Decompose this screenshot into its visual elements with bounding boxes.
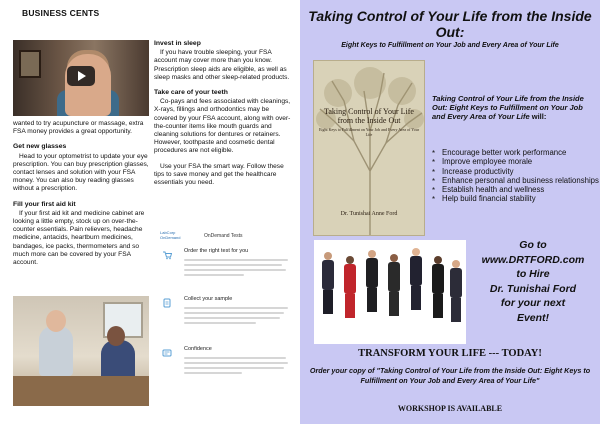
- cta-line: Event!: [516, 311, 550, 324]
- labcorp-logo: LabCorp OnDemand: [160, 230, 181, 240]
- app-screenshot: [156, 228, 292, 404]
- book-desc-title: Taking Control of Your Life from the Inside Out: Eight Keys to Fulfillment on Your Job and Every Area of Your Life: [432, 94, 584, 121]
- couple-photo: [13, 296, 149, 406]
- hire-call-to-action: [468, 238, 598, 325]
- list-item: * Enhance personal and business relationships: [432, 176, 600, 185]
- app-title: OnDemand Tests: [204, 233, 243, 239]
- book-desc-tail: will:: [529, 112, 547, 121]
- video-thumbnail[interactable]: [13, 40, 149, 116]
- book-cover: [313, 60, 425, 236]
- book-subtitle: Eight Keys to Fulfillment on Your Job and Every Area of Your Life: [318, 127, 420, 137]
- cta-line: Dr. Tunishai Ford: [489, 282, 577, 295]
- list-item: * Establish health and wellness: [432, 185, 600, 194]
- transform-tagline: TRANSFORM YOUR LIFE --- TODAY!: [358, 348, 542, 359]
- cta-line: to Hire: [516, 268, 550, 280]
- step-label: Order the right test for you: [184, 248, 249, 254]
- heading-teeth: Take care of your teeth: [154, 89, 228, 97]
- cta-line: Go to: [519, 239, 547, 251]
- step-confidence: [160, 346, 290, 386]
- results-icon: [162, 348, 172, 358]
- cta-line: for your next: [500, 297, 566, 309]
- column-2-text: [154, 40, 292, 187]
- paragraph-closing: Use your FSA the smart way. Follow these tips to save money and get the healthcare essentials you need.: [154, 162, 284, 187]
- list-item: * Increase productivity: [432, 167, 600, 176]
- book-description: [432, 94, 597, 121]
- column-1-text: [13, 120, 149, 267]
- benefits-list: [432, 148, 600, 204]
- book-title: Taking Control of Your Life from the Inside Out: [324, 107, 414, 125]
- order-prefix: Order your copy of ": [309, 366, 380, 375]
- order-suffix: ": [536, 375, 540, 385]
- flyer-title: Taking Control of Your Life from the Inside Out:: [308, 8, 592, 40]
- list-item: * Improve employee morale: [432, 157, 600, 166]
- list-item: * Encourage better work performance: [432, 148, 600, 157]
- order-text: [300, 366, 600, 385]
- step-order: [160, 248, 290, 288]
- paragraph-teeth: Co-pays and fees associated with cleanings, X-rays, fillings and orthodontics may be covered by your FSA account, along with over-the-counter items like mouth guards and cleaning solutions for dentures or retainers. However, toothpaste and cosmetic dental procedures are not eligible.: [154, 98, 291, 155]
- website-link[interactable]: www.DRTFORD.com: [481, 253, 585, 266]
- order-title: Taking Control of Your Life from the Inside Out: Eight Keys to Fulfillment on Your Job and Every Area of Your Life: [360, 366, 591, 385]
- workshop-notice: WORKSHOP IS AVAILABLE: [397, 404, 503, 413]
- step-label: Collect your sample: [184, 296, 233, 302]
- heading-glasses: Get new glasses: [13, 143, 67, 151]
- heading-first-aid: Fill your first aid kit: [13, 200, 76, 208]
- tree-illustration: [314, 61, 425, 236]
- play-icon[interactable]: [67, 66, 95, 86]
- step-collect: [160, 296, 290, 336]
- cart-icon: [162, 250, 172, 260]
- picture-frame: [19, 50, 41, 78]
- heading-sleep: Invest in sleep: [154, 40, 201, 47]
- paragraph-glasses: Head to your optometrist to update your eye prescription. You can buy prescription glasses, contact lenses and solution with your FSA money. You can also buy reading glasses without a prescription.: [13, 152, 149, 193]
- book-author: Dr. Tunishai Anne Ford: [340, 211, 398, 217]
- sample-icon: [162, 298, 172, 308]
- list-item: * Help build financial stability: [432, 194, 600, 203]
- flyer-subtitle: Eight Keys to Fulfillment on Your Job and Every Area of Your Life: [341, 42, 559, 49]
- section-header: BUSINESS CENTS: [22, 8, 100, 18]
- paragraph-first-aid: If your first aid kit and medicine cabinet are looking a little empty, stock up on over-the-counter essentials. Pain relievers, headache medicine, antacids, heartburn medicines, bandages, ice packs, thermometers and so much more can be covered by your FSA account.: [13, 209, 145, 267]
- jumping-team-photo: [314, 240, 466, 344]
- paragraph-continued: wanted to try acupuncture or massage, extra FSA money provides a great opportunity.: [13, 120, 144, 136]
- step-label: Confidence: [184, 346, 212, 352]
- paragraph-sleep: If you have trouble sleeping, your FSA account may cover more than you know. Prescription sleep aids are eligible, as well as sleep masks and other sleep-related products.: [154, 49, 290, 81]
